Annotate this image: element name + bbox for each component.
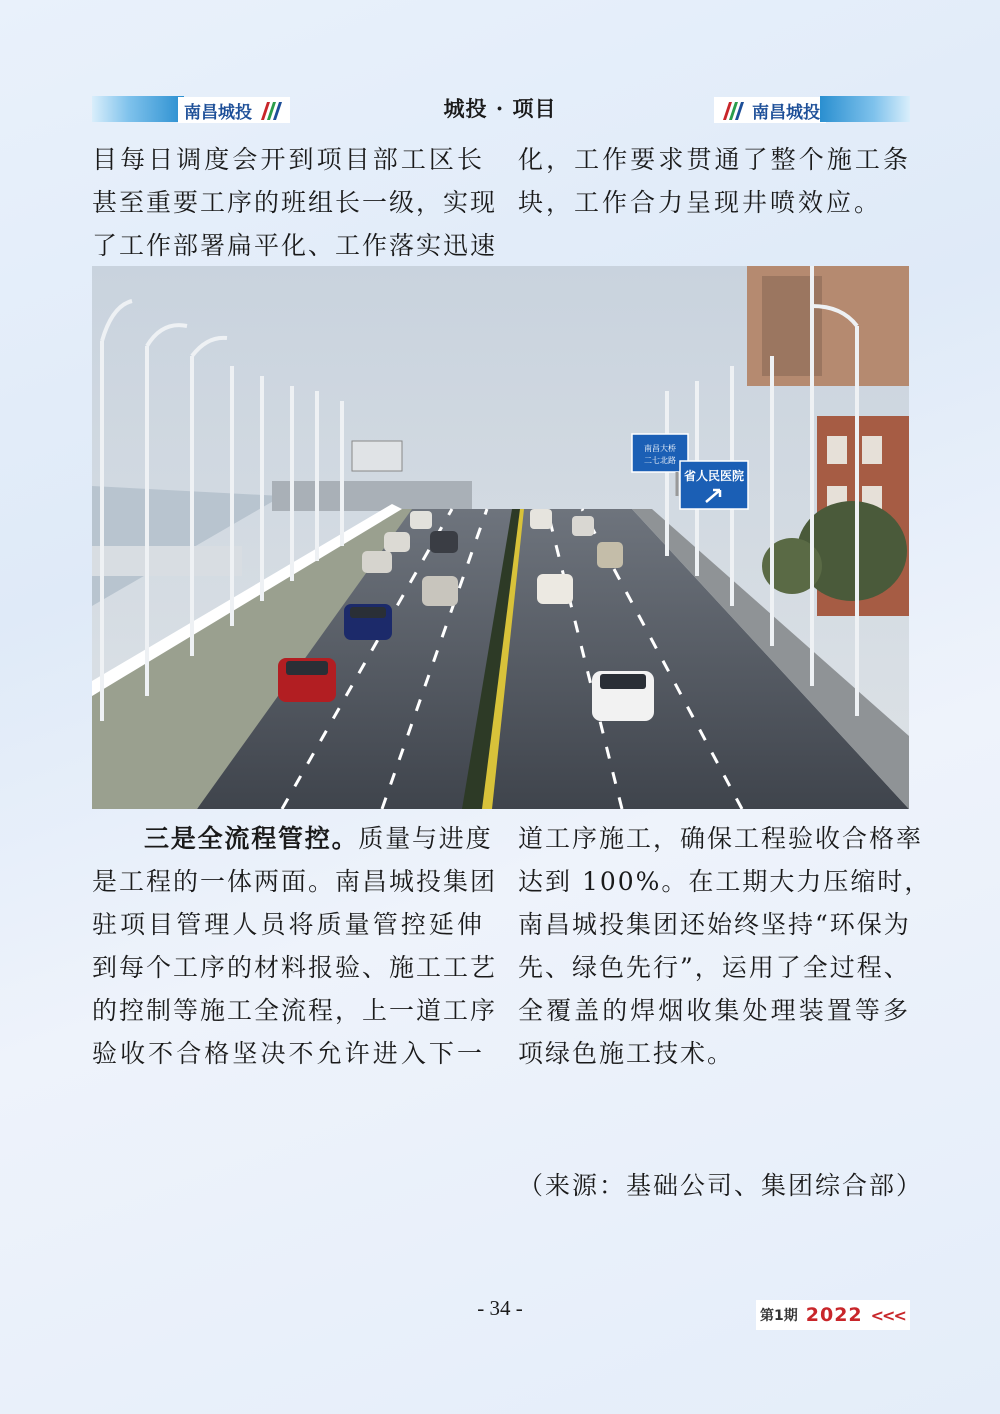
brand-logo-right (714, 97, 826, 123)
text-line: 的控制等施工全流程，上一道工序 (92, 996, 498, 1025)
brand-name-right: 南昌城投 (752, 102, 820, 123)
text-line: 南昌城投集团还始终坚持“环保为 (518, 910, 911, 939)
brand-mark-icon (720, 98, 746, 122)
text-line: 项绿色施工技术。 (518, 1039, 735, 1068)
road-photo-illustration (92, 266, 909, 809)
bottom-left-column (92, 817, 498, 1075)
text-line: 道工序施工，确保工程验收合格率 (518, 824, 924, 853)
arrows-icon: <<< (870, 1305, 905, 1325)
brand-logo-left (178, 97, 290, 123)
text-line: 驻项目管理人员将质量管控延伸 (92, 910, 484, 939)
text-line (92, 817, 493, 860)
small-sign-line2: 二七北路 (644, 456, 676, 465)
bottom-right-column (518, 817, 932, 1075)
text-line: 化，工作要求贯通了整个施工条 (518, 145, 910, 174)
text-line: 目每日调度会开到项目部工区长 (92, 145, 484, 174)
section-title: 城投 · 项目 (443, 96, 557, 121)
text-line: 了工作部署扁平化、工作落实迅速 (92, 231, 498, 260)
text-line: 验收不合格坚决不允许进入下一 (92, 1039, 484, 1068)
top-right-column (518, 138, 910, 224)
text-line-rest: 质量与进度 (358, 824, 493, 853)
page-header (92, 92, 910, 126)
text-line: 甚至重要工序的班组长一级，实现 (92, 188, 498, 217)
brand-mark-icon (258, 98, 284, 122)
top-left-column (92, 138, 498, 267)
text-line: 达到 100%。在工期大力压缩时， (518, 867, 932, 896)
source-credit: （来源：基础公司、集团综合部） (518, 1171, 924, 1200)
brand-name-left: 南昌城投 (184, 102, 252, 123)
road-photo (92, 266, 909, 809)
hospital-sign: 省人民医院 (683, 469, 745, 483)
text-line: 全覆盖的焊烟收集处理装置等多 (518, 996, 910, 1025)
page-number: - 34 - (477, 1296, 523, 1320)
issue-badge (756, 1300, 910, 1330)
text-line: 到每个工序的材料报验、施工工艺 (92, 953, 498, 982)
header-bar-left (92, 96, 184, 122)
bold-lead: 三是全流程管控。 (144, 824, 359, 853)
text-line: 是工程的一体两面。南昌城投集团 (92, 867, 498, 896)
header-bar-right (820, 96, 910, 122)
text-line: 先、绿色先行”，运用了全过程、 (518, 953, 911, 982)
issue-year: 2022 (805, 1304, 863, 1326)
issue-label: 第1期 (760, 1308, 798, 1324)
small-sign-line1: 南昌大桥 (644, 444, 676, 453)
text-line: 块，工作合力呈现井喷效应。 (518, 188, 883, 217)
